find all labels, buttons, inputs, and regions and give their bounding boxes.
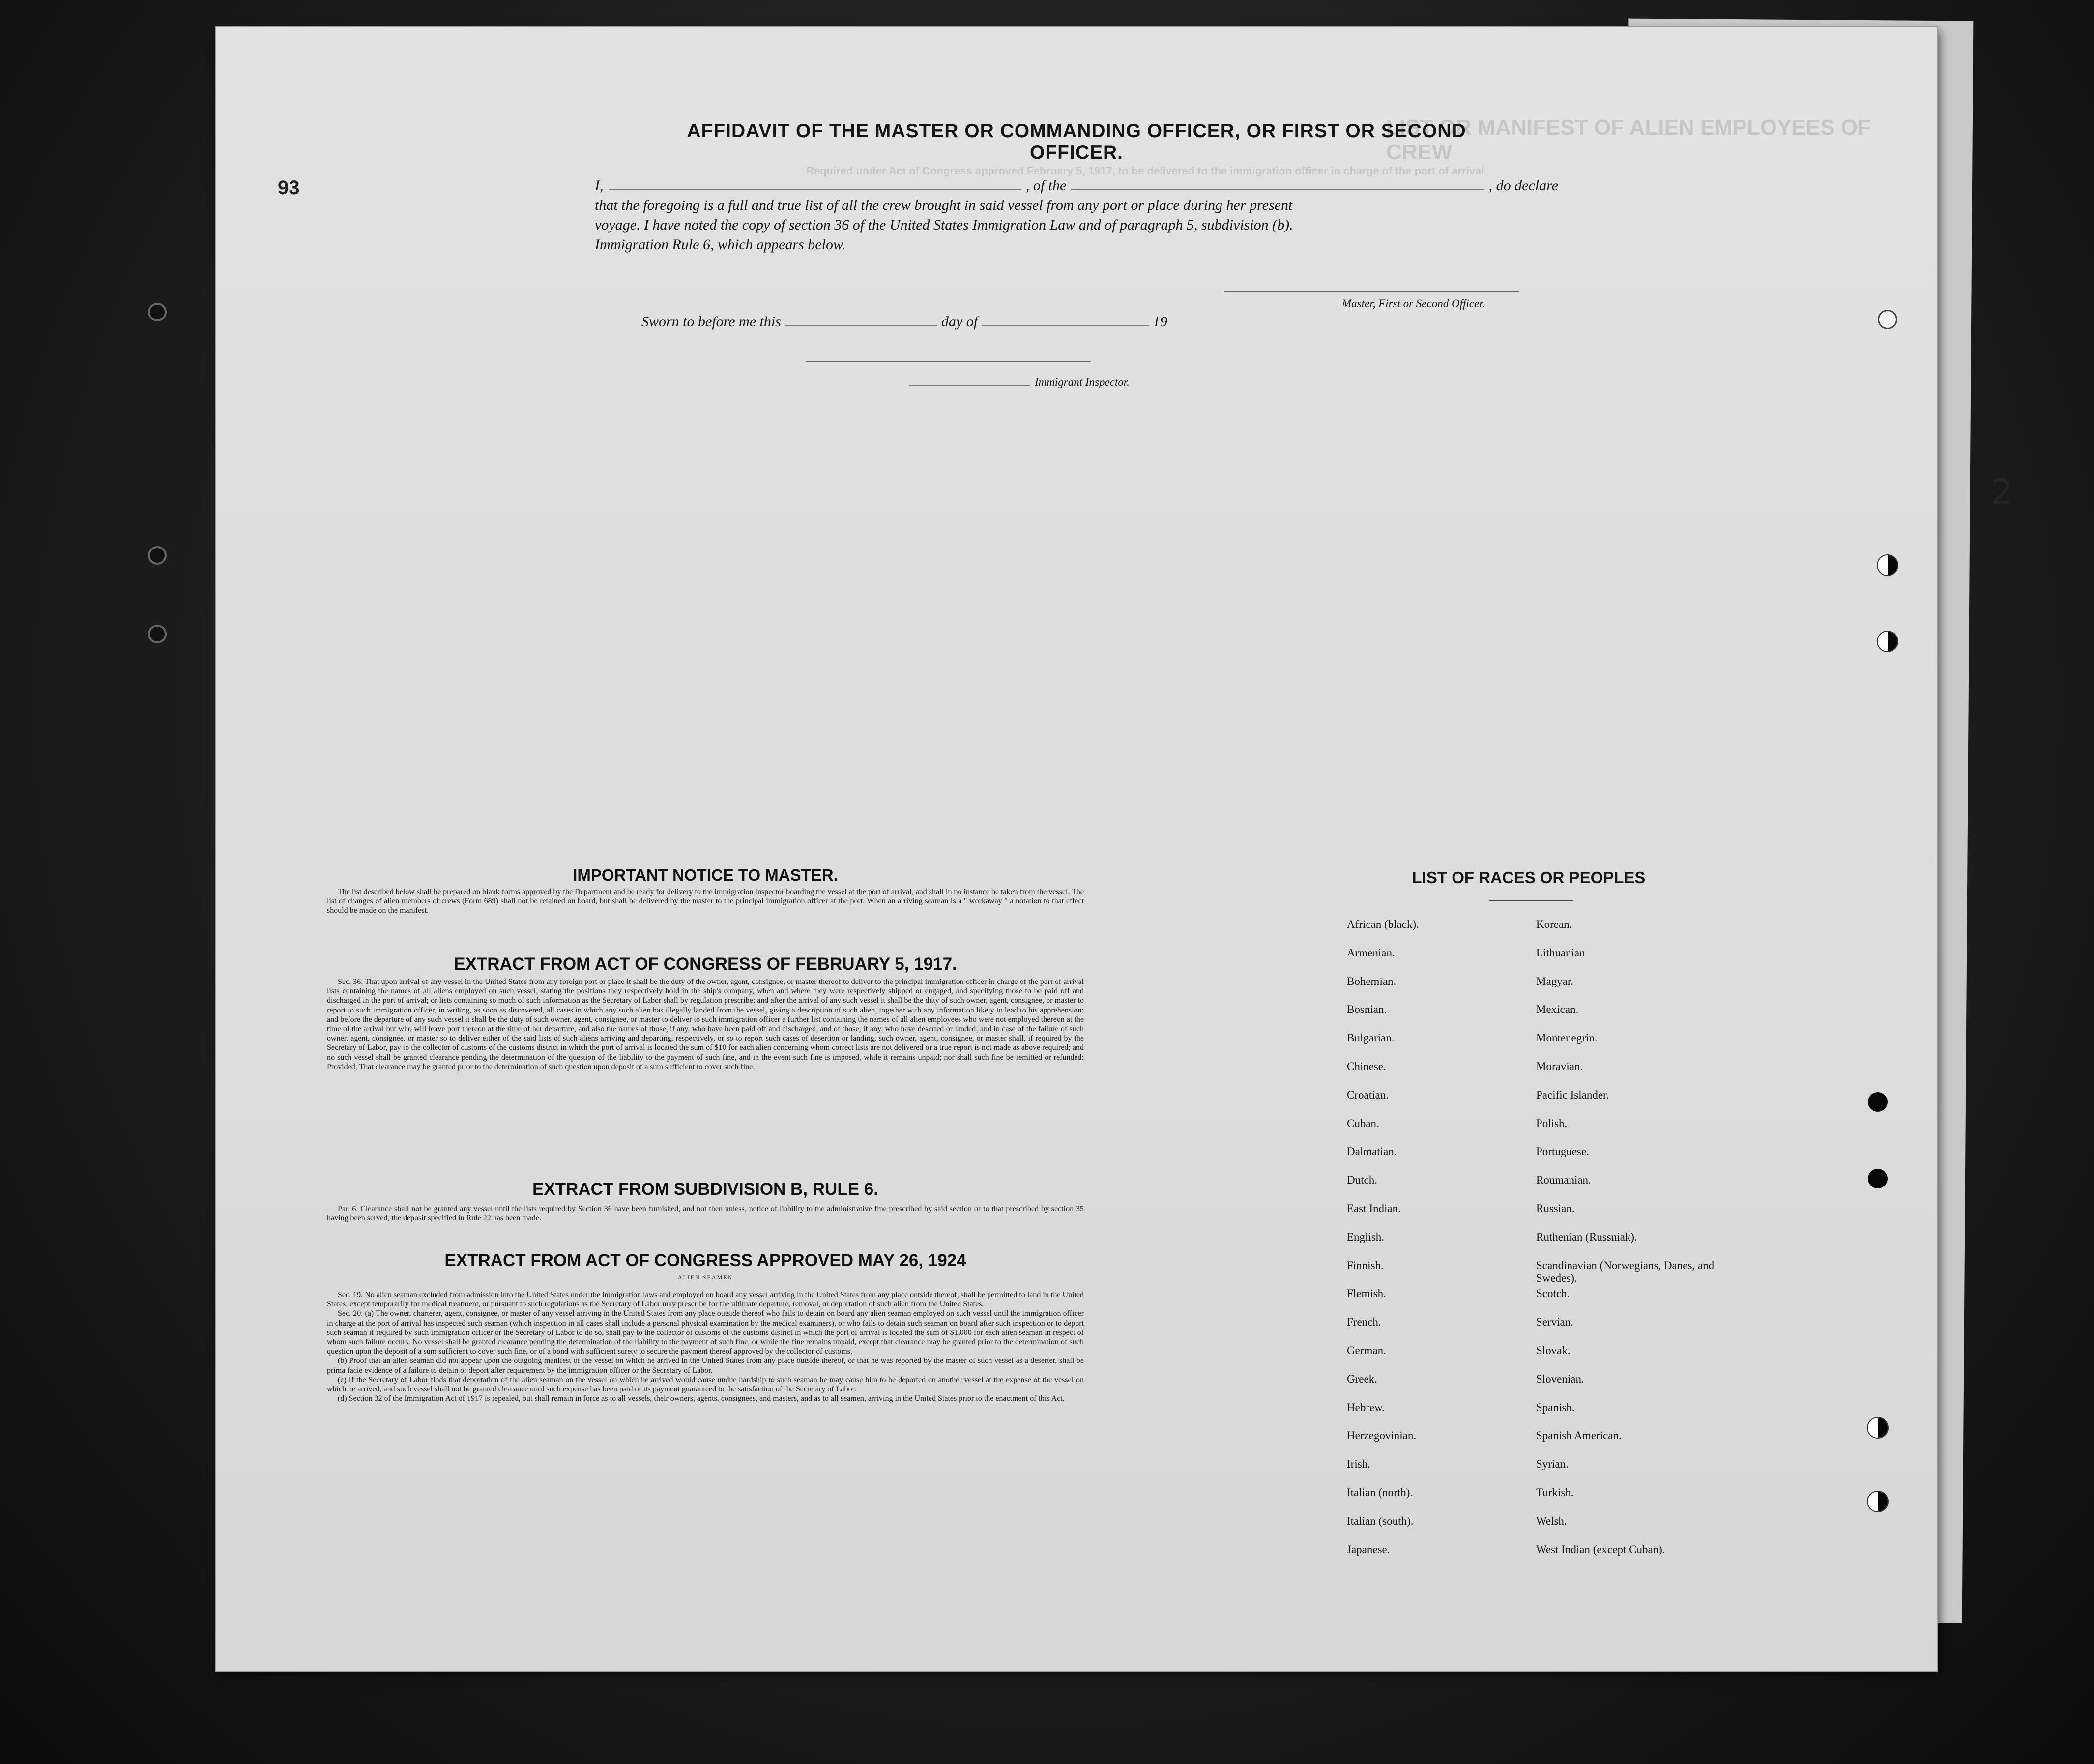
extract-1917-paragraph: Sec. 36. That upon arrival of any vessel in the United States from any foreign port or place it shall be the duty of the owner, agent, consignee, or master thereof to deliver to the principal immigration officer in charge of the port of arrival lists containing the names of all aliens employed on such vessel, stating the positions they respectively hold in the ship's company, when and where they were respectively shipped or engaged, and specifying those to be paid off and discharged in the port of arrival; or lists containing so much of such information as the Secretary of Labor shall by regulation prescribe; and after the arrival of any such vessel it shall be the duty of such owner, agent, consignee, or master to report to such immigration officer, in writing, as soon as discovered, all cases in which any such alien has illegally landed from the vessel, giving a description of such alien, together with any information likely to lead to his apprehension; and before the departure of any such vessel it shall be the duty of such owner, agent, consignee, or master to deliver to such immigration officer a further list containing the names of all alien employees who were not employed thereon at the time of the arrival but who will leave port thereon at the time of her departure, and also the names of those, if any, who have been paid off and discharged, and of those, if any, who have deserted or landed; and in case of the failure of such owner, agent, consignee, or master so to deliver either of the said lists of such aliens arriving and departing, respectively, or so to report such cases of desertion or landing, such owner, agent, consignee, or master shall, if required by the Secretary of Labor, pay to the collector of customs of the customs district in which the port of arrival is located the sum of $10 for each alien concerning whom correct lists are not delivered or a true report is not made as above required; and no such vessel shall be granted clearance pending the determination of the question of the liability to the payment of such fine, and in the event such fine is imposed, while it remains unpaid; nor shall such fine be remitted or refunded: Provided, That clearance may be granted prior to the determination of such question upon deposit of a sum sufficient to cover such fine. — [327, 978, 1084, 1071]
alien-seamen-subtitle: ALIEN SEAMEN — [677, 1274, 733, 1281]
races-right-column — [1536, 918, 1752, 1571]
affidavit-line-1 — [595, 176, 1558, 196]
page-number-mark: 2 — [1991, 472, 2013, 512]
race-item: Finnish. — [1347, 1259, 1384, 1272]
race-item: Syrian. — [1536, 1458, 1569, 1471]
race-item: Spanish. — [1536, 1401, 1575, 1414]
race-item: Hebrew. — [1347, 1401, 1385, 1414]
vessel-blank — [1071, 189, 1483, 190]
race-item: Chinese. — [1347, 1060, 1386, 1072]
race-item: Mexican. — [1536, 1003, 1579, 1016]
race-item: Russian. — [1536, 1202, 1575, 1215]
extract-1924-paragraph: (b) Proof that an alien seaman did not appear upon the outgoing manifest of the vessel on which he arrived in the United States from any place outside thereof, or that he was reported by the master of such vessel as a deserter, shall be prima facie evidence of a failure to detain or deport after requirement by the immigration officer or the Secretary of Labor. — [327, 1357, 1084, 1375]
affidavit-declare: , do declare — [1488, 177, 1558, 194]
race-item: Magyar. — [1536, 975, 1574, 987]
affidavit-line-3: voyage. I have noted the copy of section 36 of the United States Immigration Law and of paragraph 5, subdivision (b). — [595, 217, 1293, 233]
affidavit-line-2: that the foregoing is a full and true list of all the crew brought in said vessel from any port or place during her present — [595, 197, 1293, 213]
races-divider — [1489, 900, 1573, 901]
affidavit-of-the: , of the — [1025, 177, 1067, 194]
race-item: Pacific Islander. — [1536, 1088, 1609, 1101]
affidavit-line-4: Immigration Rule 6, which appears below. — [595, 236, 846, 253]
punch-hole — [1868, 1169, 1888, 1188]
race-item: Servian. — [1536, 1316, 1574, 1329]
extract-1924-paragraph: Sec. 20. (a) The owner, charterer, agent, consignee, or master of any vessel arriving in the United States from any place outside thereof who fails to detain on board any alien seaman employed on such vessel until the immigration officer in charge at the port of arrival has inspected such seaman (which inspection in all cases shall include a personal physical examination by the medical examiners), or who fails to detain such seaman on board after such inspection or to deport such seaman if required by such immigration officer or the Secretary of Labor to do so, shall pay to the collector of customs of the customs district in which the port of arrival is located the sum of $1,000 for each alien seaman in respect of whom such failure occurs. No vessel shall be granted clearance pending the determination of the liability to the payment of such fine, or while the fine remains unpaid, except that clearance may be granted prior to the determination of such question upon the deposit of a sum sufficient to cover such fine, or of a bond with sufficient surety to secure the payment thereof approved by the collector of customs. — [327, 1309, 1084, 1356]
inspector-signature-line — [806, 361, 1091, 362]
race-item: Slovenian. — [1536, 1372, 1584, 1385]
stamp-number: 93 — [278, 177, 300, 199]
race-item: Japanese. — [1347, 1543, 1390, 1556]
notice-title: IMPORTANT NOTICE TO MASTER. — [573, 866, 838, 884]
extract-rule6-paragraph: Par. 6. Clearance shall not be granted any vessel until the lists required by Section 36 have been furnished, and not then unless, notice of liability to the administrative fine prescribed by said section or to that prescribed by section 35 having been served, the deposit specified in Rule 22 has been made. — [327, 1205, 1084, 1223]
race-item: Bosnian. — [1347, 1003, 1387, 1016]
extract-1924-paragraph: Sec. 19. No alien seaman excluded from admission into the United States under the immigration laws and employed on board any vessel arriving in the United States from any place outside thereof, shall be permitted to land in the United States, except temporarily for medical treatment, or pursuant to such regulations as the Secretary of Labor may prescribe for the ultimate departure, removal, or deportation of such alien from the United States. — [327, 1291, 1084, 1309]
punch-hole — [1868, 1092, 1888, 1112]
race-item: Cuban. — [1347, 1117, 1379, 1129]
race-item: Slovak. — [1536, 1344, 1570, 1357]
month-blank — [982, 325, 1149, 326]
punch-hole — [150, 627, 165, 641]
day-of-text: day of — [941, 314, 978, 330]
extract-1917-title: EXTRACT FROM ACT OF CONGRESS OF FEBRUARY 5, 1917. — [454, 954, 957, 974]
race-item: Scandinavian (Norwegians, Danes, and Swedes). — [1536, 1259, 1715, 1284]
race-item: Roumanian. — [1536, 1174, 1591, 1186]
affidavit-body — [595, 176, 1558, 255]
race-item: West Indian (except Cuban). — [1536, 1543, 1665, 1556]
race-item: Armenian. — [1347, 946, 1395, 959]
races-title: LIST OF RACES OR PEOPLES — [1412, 868, 1646, 887]
race-item: African (black). — [1347, 918, 1419, 930]
signature-line — [1224, 291, 1519, 292]
inspector-signature-line — [909, 385, 1030, 386]
bleed-through-subheading: Required under Act of Congress approved February 5, 1917, to be delivered to the immigration officer in charge of the port of arrival — [806, 165, 1484, 177]
inspector-label: Immigrant Inspector. — [1035, 376, 1130, 388]
race-item: Polish. — [1536, 1117, 1568, 1129]
day-blank — [785, 325, 937, 326]
extract-1924-paragraph: (c) If the Secretary of Labor finds that deportation of the alien seaman on the vessel on which he arrived would cause undue hardship to such seaman he may cause him to be deported on another vessel at the expense of the vessel on which he arrived, and such vessel shall not be granted clearance until such expense has been paid or its payment guaranteed to the satisfaction of the Secretary of Labor. — [327, 1375, 1084, 1394]
punch-hole — [1868, 1492, 1888, 1511]
race-item: Montenegrin. — [1536, 1032, 1598, 1044]
affidavit-i: I, — [595, 177, 604, 194]
race-item: Bohemian. — [1347, 975, 1396, 987]
race-item: Korean. — [1536, 918, 1572, 930]
extract-1924-title: EXTRACT FROM ACT OF CONGRESS APPROVED MAY 26, 1924 — [444, 1251, 966, 1270]
race-item: Spanish American. — [1536, 1429, 1622, 1442]
sworn-line — [641, 314, 1167, 330]
race-item: Portuguese. — [1536, 1145, 1589, 1158]
race-item: East Indian. — [1347, 1202, 1401, 1215]
race-item: Flemish. — [1347, 1287, 1386, 1300]
punch-hole — [1878, 555, 1897, 575]
race-item: Herzegovinian. — [1347, 1429, 1417, 1442]
year-prefix: 19 — [1153, 314, 1168, 330]
punch-hole — [1878, 632, 1897, 651]
name-blank — [609, 189, 1021, 190]
extract-rule6-title: EXTRACT FROM SUBDIVISION B, RULE 6. — [532, 1180, 878, 1199]
race-item: Irish. — [1347, 1458, 1370, 1471]
notice-text — [327, 887, 1084, 916]
extract-1924-text — [327, 1290, 1084, 1403]
race-item: Italian (south). — [1347, 1514, 1414, 1527]
races-left-column — [1347, 918, 1514, 1571]
race-item: Dutch. — [1347, 1174, 1377, 1186]
race-item: French. — [1347, 1316, 1381, 1329]
race-item: Moravian. — [1536, 1060, 1583, 1072]
punch-hole — [150, 548, 165, 563]
extract-rule6-text — [327, 1204, 1084, 1223]
extract-1917-text — [327, 977, 1084, 1071]
race-item: Greek. — [1347, 1372, 1377, 1385]
signature-label: Master, First or Second Officer. — [1342, 297, 1485, 310]
race-item: Bulgarian. — [1347, 1032, 1395, 1044]
extract-1924-paragraph: (d) Section 32 of the Immigration Act of 1917 is repealed, but shall remain in force as to all vessels, their owners, agents, consignees, and masters, and as to all seamen, arriving in the United States prior to the enactment of this Act. — [338, 1394, 1065, 1403]
race-item: Dalmatian. — [1347, 1145, 1397, 1158]
race-item: Ruthenian (Russniak). — [1536, 1230, 1637, 1243]
race-item: Lithuanian — [1536, 946, 1585, 959]
bleed-through-heading: LIST OR MANIFEST OF ALIEN EMPLOYEES OF CREW — [1386, 116, 1871, 164]
notice-paragraph: The list described below shall be prepared on blank forms approved by the Department and be ready for delivery to the immigration inspector boarding the vessel at the port of arrival, and shall in no instance be taken from the vessel. The list of changes of alien members of crews (Form 689) shall not be retained on board, but shall be delivered by the master to the principal immigration officer at the port. When an arriving seaman is a " workaway " a notation to that effect should be made on the manifest. — [327, 888, 1084, 915]
race-item: German. — [1347, 1344, 1386, 1357]
race-item: Scotch. — [1536, 1287, 1570, 1300]
punch-hole — [150, 305, 165, 319]
race-item: Welsh. — [1536, 1514, 1567, 1527]
sworn-text: Sworn to before me this — [641, 314, 781, 330]
race-item: Turkish. — [1536, 1486, 1574, 1499]
punch-hole — [1868, 1418, 1888, 1438]
affidavit-title: AFFIDAVIT OF THE MASTER OR COMMANDING OFFICER, OR FIRST OR SECOND OFFICER. — [687, 120, 1466, 163]
race-item: English. — [1347, 1230, 1385, 1243]
punch-hole — [1878, 310, 1897, 329]
race-item: Italian (north). — [1347, 1486, 1413, 1499]
race-item: Croatian. — [1347, 1088, 1389, 1101]
